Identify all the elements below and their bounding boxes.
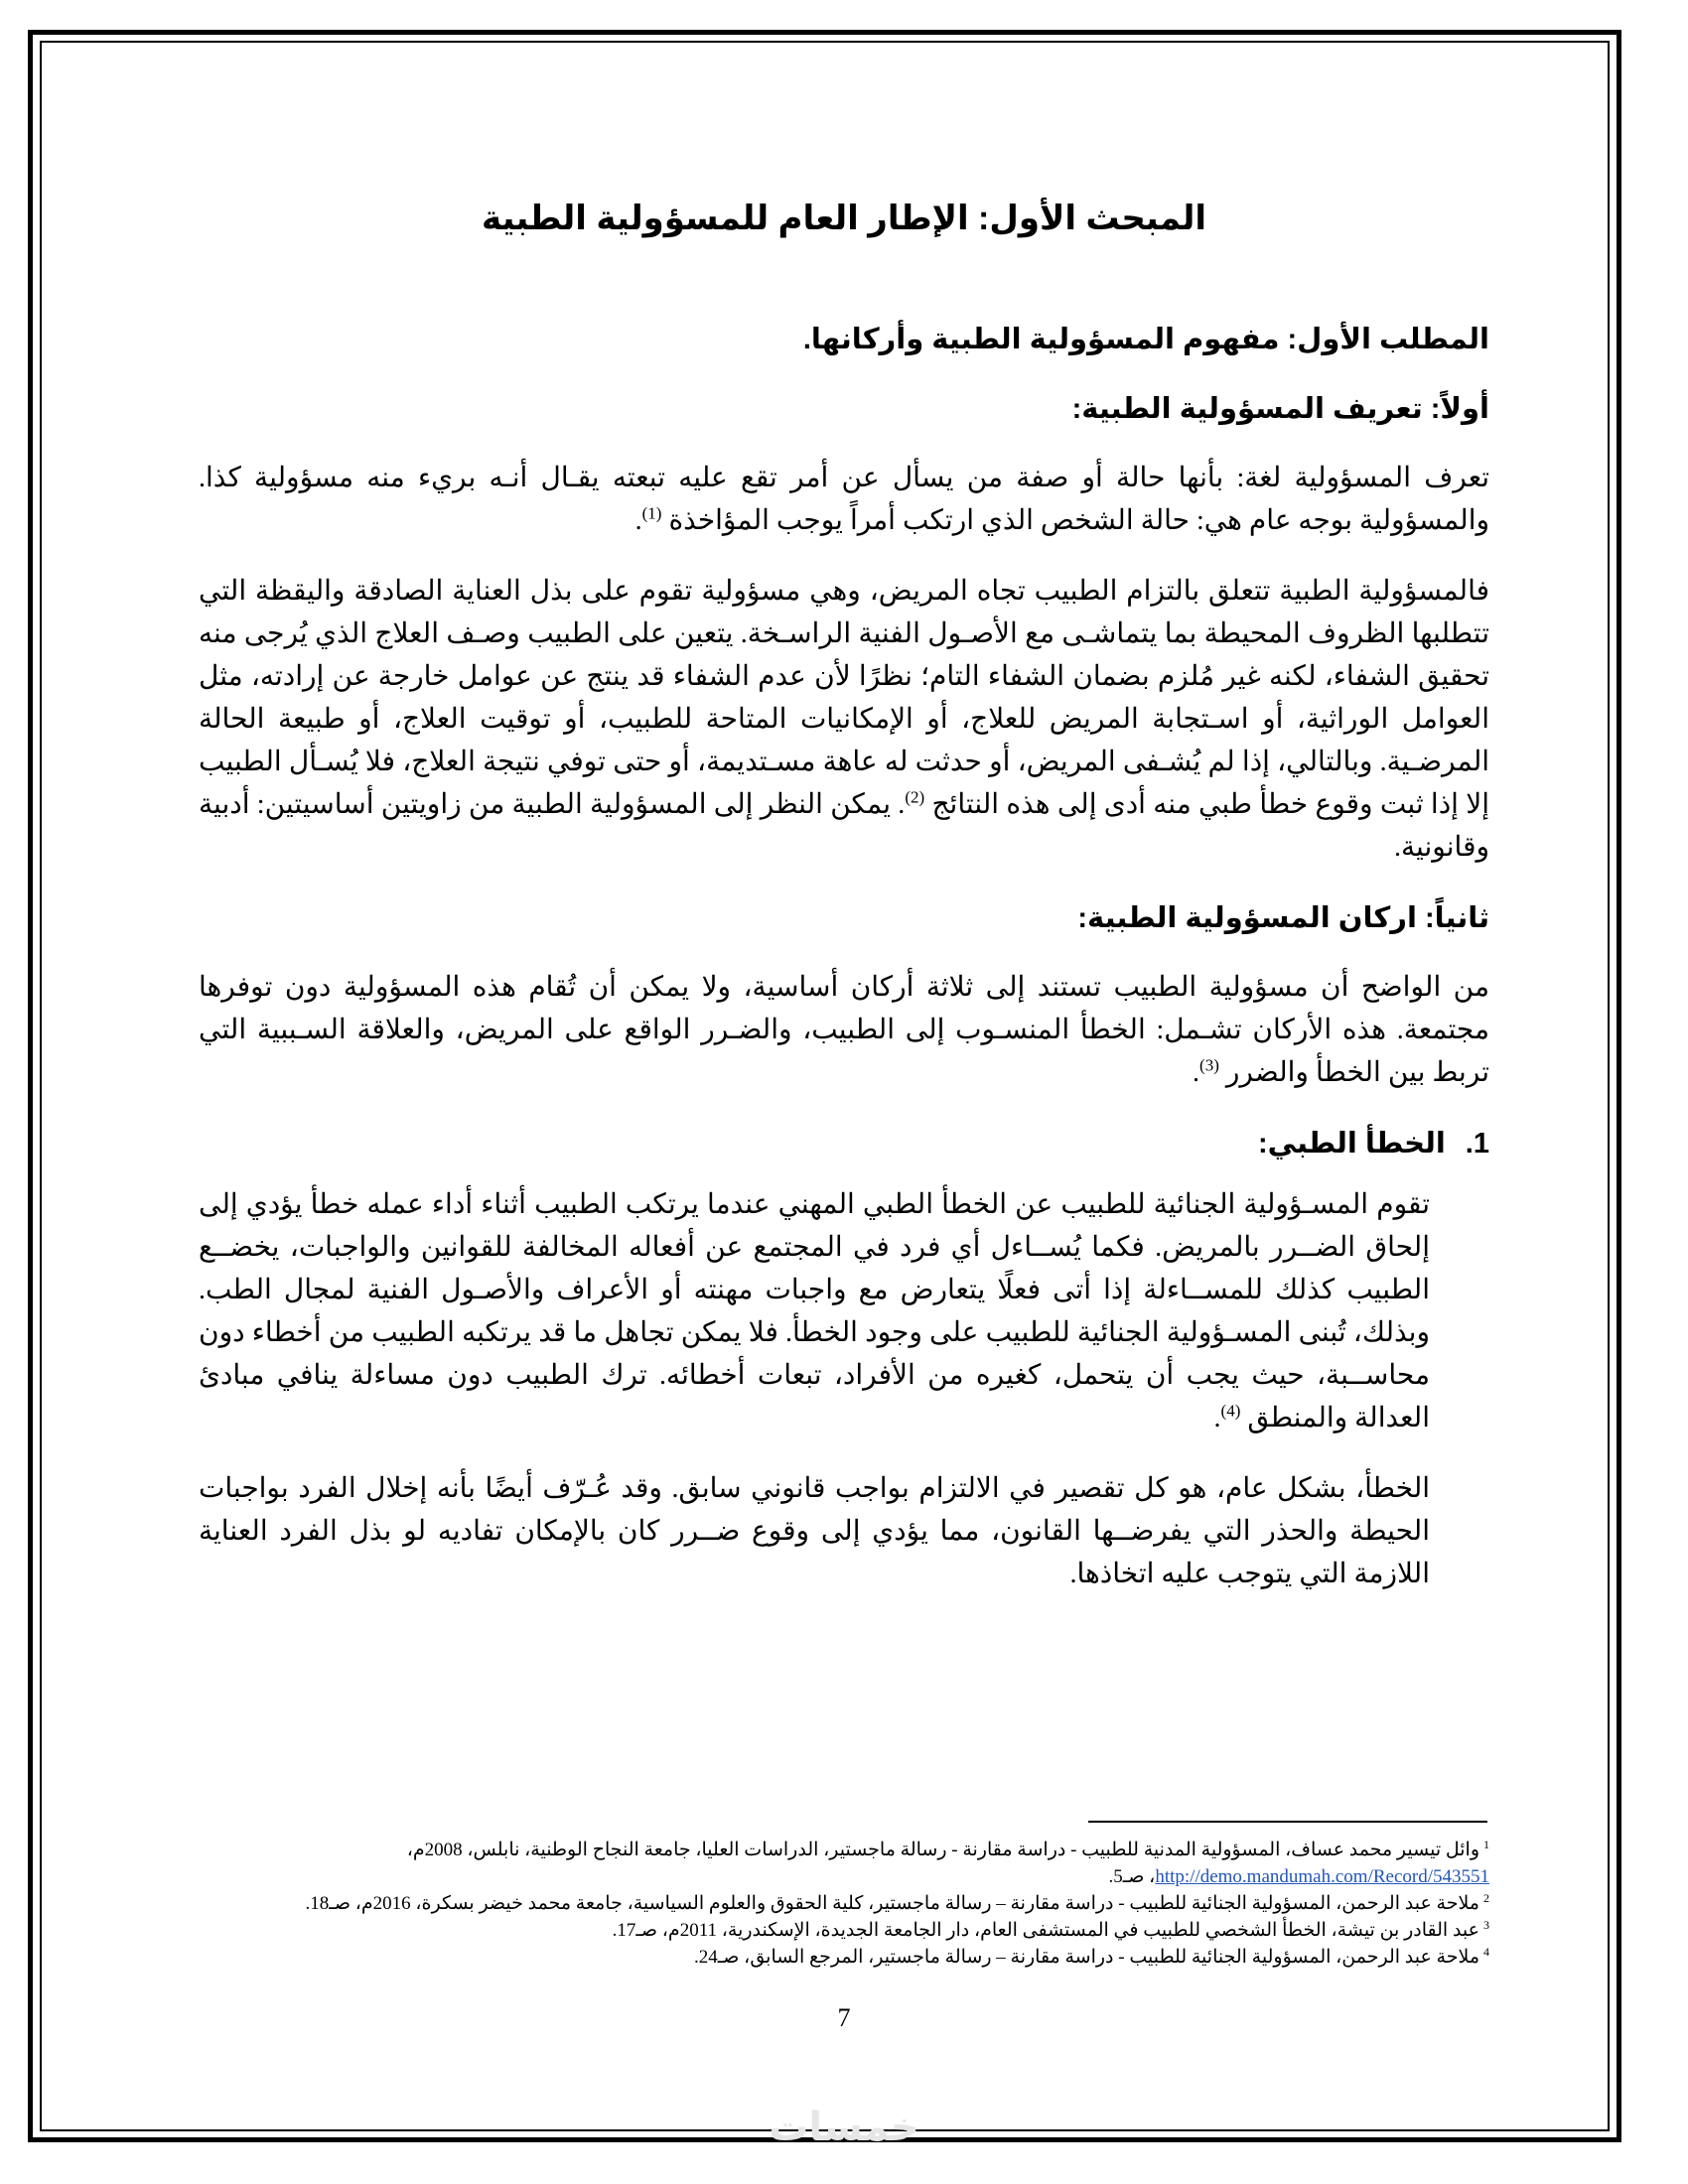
footnote-1: $^1$وائل تيسير محمد عساف، المسؤولية المدنية للطبيب - دراسة مقارنة - رسالة ماجستير، الدراسات العليا، جامعة النجاح الوطنية، نابلس، 2008م، http://demo.mandumah.com/Record/543551، صـ5. xyxy=(406,1837,1489,1887)
footnote-3: $^3$عبد القادر بن تيشة، الخطأ الشخصي للطبيب في المستشفى العام، دار الجامعة الجديدة، الإسكندرية، 2011م، صـ17. xyxy=(612,1917,1489,1941)
document-body xyxy=(199,179,1489,1623)
section-title: المبحث الأول: الإطار العام للمسؤولية الطبية xyxy=(481,200,1207,237)
footnote-ref-2[interactable]: (2) xyxy=(905,787,925,807)
page-number: 7 xyxy=(837,2003,851,2032)
heading-pillars: ثانياً: اركان المسؤولية الطبية: xyxy=(1077,902,1489,934)
paragraph-criminal-liability: تقوم المسـؤولية الجنائية للطبيب عن الخطأ الطبي المهني عندما يرتكب الطبيب أثناء أداء عمله خطأ يؤدي إلى إلحاق الضــرر بالمريض. فكما يُســاءل أي فرد في المجتمع عن أفعاله المخالفة للقوانين والواجبات، يخضــع الطبيب كذلك للمســاءلة إذا أتى فعلًا يتعارض مع واجبات مهنته أو الأعراف والأصـول الفنية لمجال الطب. وبذلك، تُبنى المسـؤولية الجنائية للطبيب على وجود الخطأ. فلا يمكن تجاهل ما قد يرتكبه الطبيب من أخطاء دون محاســبة، حيث يجب أن يتحمل، كغيره من الأفراد، تبعات أخطائه. ترك الطبيب دون مساءلة ينافي مبادئ العدالة والمنطق $^{(4)}$. xyxy=(199,1189,1430,1433)
footnote-ref-1[interactable]: (1) xyxy=(641,503,662,523)
heading-definition: أولاً: تعريف المسؤولية الطبية: xyxy=(1071,393,1489,425)
requirement-title: المطلب الأول: مفهوم المسؤولية الطبية وأركانها. xyxy=(802,324,1489,355)
watermark-logo: خمسات xyxy=(769,2106,919,2149)
footnote-ref-3[interactable]: (3) xyxy=(1199,1055,1219,1075)
footnotes xyxy=(199,1837,1489,1971)
list-number: 1. xyxy=(1465,1128,1489,1160)
paragraph-error-definition: الخطأ، بشكل عام، هو كل تقصير في الالتزام بواجب قانوني سابق. وقد عُـرّف أيضًا بأنه إخلال الفرد بواجبات الحيطة والحذر التي يفرضــها القانون، مما يؤدي إلى وقوع ضــرر كان بالإمكان تفاديه لو بذل الفرد العناية اللازمة التي يتوجب عليه اتخاذها. xyxy=(199,1473,1430,1589)
paragraph-medical-responsibility: فالمسؤولية الطبية تتعلق بالتزام الطبيب تجاه المريض، وهي مسؤولية تقوم على بذل العناية الصادقة واليقظة التي تتطلبها الظروف المحيطة بما يتماشـى مع الأصـول الفنية الراسـخة. يتعين على الطبيب وصـف العلاج الذي يُرجى منه تحقيق الشفاء، لكنه غير مُلزم بضمان الشفاء التام؛ نظرًا لأن عدم الشفاء قد ينتج عن عوامل خارجة عن إرادته، مثل العوامل الوراثية، أو اسـتجابة المريض للعلاج، أو الإمكانيات المتاحة للطبيب، أو توقيت العلاج، أو طبيعة الحالة المرضـية. وبالتالي، إذا لم يُشـفى المريض، أو حدثت له عاهة مسـتديمة، أو حتى توفي نتيجة العلاج، فلا يُسـأل الطبيب إلا إذا ثبت وقوع خطأ طبي منه أدى إلى هذه النتائج $^{(2)}$. يمكن النظر إلى المسؤولية الطبية من زاويتين أساسيتين: أدبية وقانونية. xyxy=(199,576,1490,863)
paragraph-pillars: من الواضح أن مسؤولية الطبيب تستند إلى ثلاثة أركان أساسية، ولا يمكن أن تُقام هذه المسؤولية دون توفرها مجتمعة. هذه الأركان تشـمل: الخطأ المنسـوب إلى الطبيب، والضـرر الواقع على المريض، والعلاقة السـببية التي تربط بين الخطأ والضرر $^{(3)}$. xyxy=(199,972,1489,1088)
numbered-heading-medical-error: 1.الخطأ الطبي: xyxy=(1257,1128,1489,1160)
paragraph-definition-language: تعرف المسؤولية لغة: بأنها حالة أو صفة من يسأل عن أمر تقع عليه تبعته يقـال أنـه بريء منه مسؤولية كذا. والمسؤولية بوجه عام هي: حالة الشخص الذي ارتكب أمراً يوجب المؤاخذة $^{(1)}$. xyxy=(199,463,1489,536)
footnote-ref-4[interactable]: (4) xyxy=(1220,1401,1241,1421)
footnote-4: $^4$ملاحة عبد الرحمن، المسؤولية الجنائية للطبيب - دراسة مقارنة – رسالة ماجستير، المرجع السابق، صـ24. xyxy=(693,1944,1489,1968)
footnote-1-link[interactable]: http://demo.mandumah.com/Record/543551 xyxy=(1155,1866,1489,1887)
footnote-2: $^2$ملاحة عبد الرحمن، المسؤولية الجنائية للطبيب - دراسة مقارنة – رسالة ماجستير، كلية الحقوق والعلوم السياسية، جامعة محمد خيضر بسكرة، 2016م، صـ18. xyxy=(305,1890,1489,1914)
footnote-separator xyxy=(1088,1821,1487,1823)
